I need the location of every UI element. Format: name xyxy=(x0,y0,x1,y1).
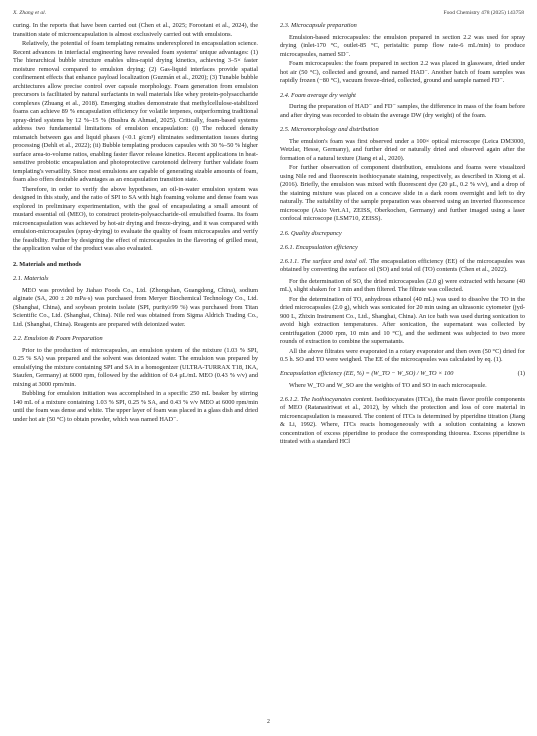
subsubsection-heading: 2.6.1. Encapsulation efficiency xyxy=(280,244,358,251)
paragraph: Prior to the production of microcapsules, an emulsion system of the mixture (1.03 % SPI, 0.25 % SA) was prepared and the solvent was deionized water. The emulsion was prepared by emulsifying the mixture containing SPI and SA in a homogenizer (ULTRA-TURRAX T18, IKA, Staufen, Germany) at 6000 rpm, followed by the addition of 0.4 μL/mL MEO (0.43 % v/v) and mixing at 3000 rpm/min. xyxy=(13,346,258,388)
paragraph: Bubbling for emulsion initiation was accomplished in a specific 250 mL beaker by stirring 140 mL of a mixture containing 1.03 % SPI, 0.25 % SA, and 0.43 % v/v MEO at 6000 rpm/min until the foam was dense and white. The upper layer of foam was placed in a glass dish and dried under hot air (50 °C) to obtain powder, which was named HAD⁻. xyxy=(13,390,258,423)
page-number: 2 xyxy=(267,718,270,725)
paragraph: For the determination of TO, anhydrous ethanol (40 mL) was used to dissolve the TO in the dried microcapsules (2.0 g), which was sonicated for 20 min using an ultrasonic cytometer (jyd-900 L, Zhixin Instrument Co., Ltd., Shanghai, China). An ice bath was used during sonication to avoid high extraction temperatures. After sonication, the supernatant was collected by centrifugation (2000 rpm, 10 min and 10 °C), and the sediment was subjected to two more rounds of extraction to combine the supernatants. xyxy=(280,295,525,345)
run-in-heading: 2.6.1.1. The surface and total oil. xyxy=(280,257,368,265)
paragraph: curing. In the reports that have been carried out (Chen et al., 2025; Forootani et al., 2024), the transition state of microencapsulation is almost exclusively carried out with emulsions. xyxy=(13,22,258,38)
paragraph: During the preparation of HAD⁻ and FD⁻ samples, the difference in mass of the foam before and after drying was recorded to obtain the average DW (dry weight) of the foam. xyxy=(280,103,525,119)
paragraph-body: The encapsulation efficiency (EE) of the microcapsules was obtained by converting the surface oil (SO) and total oil (TO) contents (Chen et al., 2022). xyxy=(280,257,525,273)
paragraph-with-run-in-heading xyxy=(280,258,525,275)
subsection-heading: 2.4. Foam average dry weight xyxy=(280,91,356,99)
equation-number: (1) xyxy=(517,369,525,377)
subsection-heading: 2.3. Microcapsule preparation xyxy=(280,22,357,29)
paragraph-with-run-in-heading xyxy=(280,396,525,447)
paragraph: Therefore, in order to verify the above hypotheses, an oil-in-water emulsion system was designed in this study, and the ratio of SPI to SA with high foaming volume and dense foam was explored in preliminary experimentation, with the goal of encapsulating a small amount of mustard essential oil (MEO), to construct protein-polysaccharide-oil emulsified foams. Its foam microencapsulation was achieved by hot-air drying and freeze-drying, and it was compared with emulsion-microcapsules (spray-drying) to evaluate the quality of foam microcapsules and verify the feasibility. Further by designing the effect of microcapsules in the flavoring of grilled meat, the application value of the product was also evaluated. xyxy=(13,185,258,252)
running-header-authors: X. Zhang et al. xyxy=(13,10,47,16)
paragraph: Relatively, the potential of foam templating remains underexplored in encapsulation science. Recent advances in interfacial engineering have revealed foam systems' unique advantages: (1) The hierarchical bubble structure enables ultra-rapid drying kinetics, achieving 3–5× faster moisture removal compared to emulsion drying; (2) Gas-liquid interfaces provide spatial confinement effects that enhance payload localization (Guzmán et al., 2020); (3) Tunable bubble architectures allow precise control over capsule morphology. Foam generation from emulsion precursors is facilitated by natural surfactants in wall materials like whey protein-polysaccharide complexes (Zhuang et al., 2018). Emerging studies demonstrate that methylcellulose-stabilized foams can achieve 89 % encapsulation efficiency for volatile terpenes, outperforming traditional spray-dried systems by 12 %–15 % (Bushra & Ahmad, 2025). Critically, foam-based systems address two fundamental limitations of emulsion encapsulation: (i) The reduced density mismatch between gas and liquid phases (<0.1 g/cm³) eliminates sedimentation issues during processing (Dehli et al., 2022); (ii) Bubble templating produces capsules with 30 %–50 % higher surface area-to-volume ratios, enabling faster flavor release kinetics. Recent applications in heat-sensitive probiotic encapsulation and photoprotective carotenoid delivery further validate foam templating's versatility. Since most emulsions are capable of generating sizable amounts of foam, foam also offers desirable advantages as an encapsulation transition state. xyxy=(13,40,258,183)
paragraph: The emulsion's foam was first observed under a 100× optical microscope (Leica DM3000, Wetzlar, Hesse, Germany), and further dried or naturally dried and observed again after the formation of a natural texture (Jiang et al., 2020). xyxy=(280,137,525,162)
paragraph-body: Isothiocyanates (ITCs), the main flavor profile components of MEO (Ratanasiriwat et al., 2012), by which the protection and loss of core material in microencapsulation is measured. The content of ITCs is determined by piperidine titration (Jiang & Li, 1992). Where, ITCs reacts homogeneously with a solution containing a known concentration of excess piperidine to produce the corresponding thiourea. Excess piperidine is titrated with a standard HCl xyxy=(280,395,525,445)
paragraph: MEO was provided by Jiahao Foods Co., Ltd. (Zhongshan, Guangdong, China), sodium alginate (SA, 200 ± 20 mPa·s) was purchased from Meryer Biochemical Technology Co., Ltd. (Shanghai, China), and soybean protein isolate (SPI, purity≥99 %) was purchased from Titan Scientific Co., Ltd. (Shanghai, China). Nile red was obtained from Sigma Aldrich Trading Co., Ltd. (Shanghai, China). Reagents are prepared with deionized water. xyxy=(13,286,258,328)
equation-body: Encapsulation efficiency (EE, %) = (W_TO − W_SO) / W_TO × 100 xyxy=(280,369,454,377)
paragraph: Emulsion-based microcapsules: the emulsion prepared in section 2.2 was used for spray drying (inlet-170 °C, outlet-85 °C, peristaltic pump flow rate-6 mL/min) to produce microcapsules, named SD⁻. xyxy=(280,33,525,58)
right-column xyxy=(280,22,525,450)
running-header-journal[interactable]: Food Chemistry 478 (2025) 143758 xyxy=(443,10,524,16)
paragraph: For further observation of component distribution, emulsions and foams were visualized using Nile red and fluorescein isothiocyanate staining, respectively, as described in Xiong et al. (2016). Briefly, the emulsion was mixed with fluorescent dye (20 μL, 0.2 % v/v), and a drop of the staining mixture was placed on a concave slide in a dark room overnight and left to dry naturally. The suitability of the sample preparation was observed using an inverted fluorescence microscope (Axio Vert.A1, ZEISS, Oberkochen, Germany) and further imaged using a laser confocal microscope (LSM710, ZEISS). xyxy=(280,164,525,222)
left-column xyxy=(13,22,258,425)
equation xyxy=(280,370,525,379)
subsection-heading: 2.6. Quality discrepancy xyxy=(280,229,342,237)
paragraph: For the determination of SO, the dried microcapsules (2.0 g) were extracted with hexane (40 mL), slight shaken for 1 min and then filtered. The filtrate was collected. xyxy=(280,277,525,293)
subsection-heading: 2.2. Emulsion & Foam Preparation xyxy=(13,335,103,342)
paragraph: All the above filtrates were evaporated in a rotary evaporator and then oven (50 °C) dried for 0.5 h. SO and TO were weighed. The EE of the microcapsules was calculated by eq. (1). xyxy=(280,347,525,363)
paragraph: Where W_TO and W_SO are the weights of TO and SO in each microcapsule. xyxy=(289,382,487,389)
run-in-heading: 2.6.1.2. The Isothiocyanates content. xyxy=(280,395,374,403)
subsection-heading: 2.1. Materials xyxy=(13,275,49,282)
paragraph: Foam microcapsules: the foam prepared in section 2.2 was placed in glassware, dried under hot air (50 °C), collected and ground, and named HAD⁻. Another batch of foam samples was rapidly frozen (−80 °C), vacuum freeze-dried, collected, ground and sample named FD⁻. xyxy=(280,60,525,84)
section-heading: 2. Materials and methods xyxy=(13,260,82,268)
subsection-heading: 2.5. Micromorphology and distribution xyxy=(280,126,379,133)
